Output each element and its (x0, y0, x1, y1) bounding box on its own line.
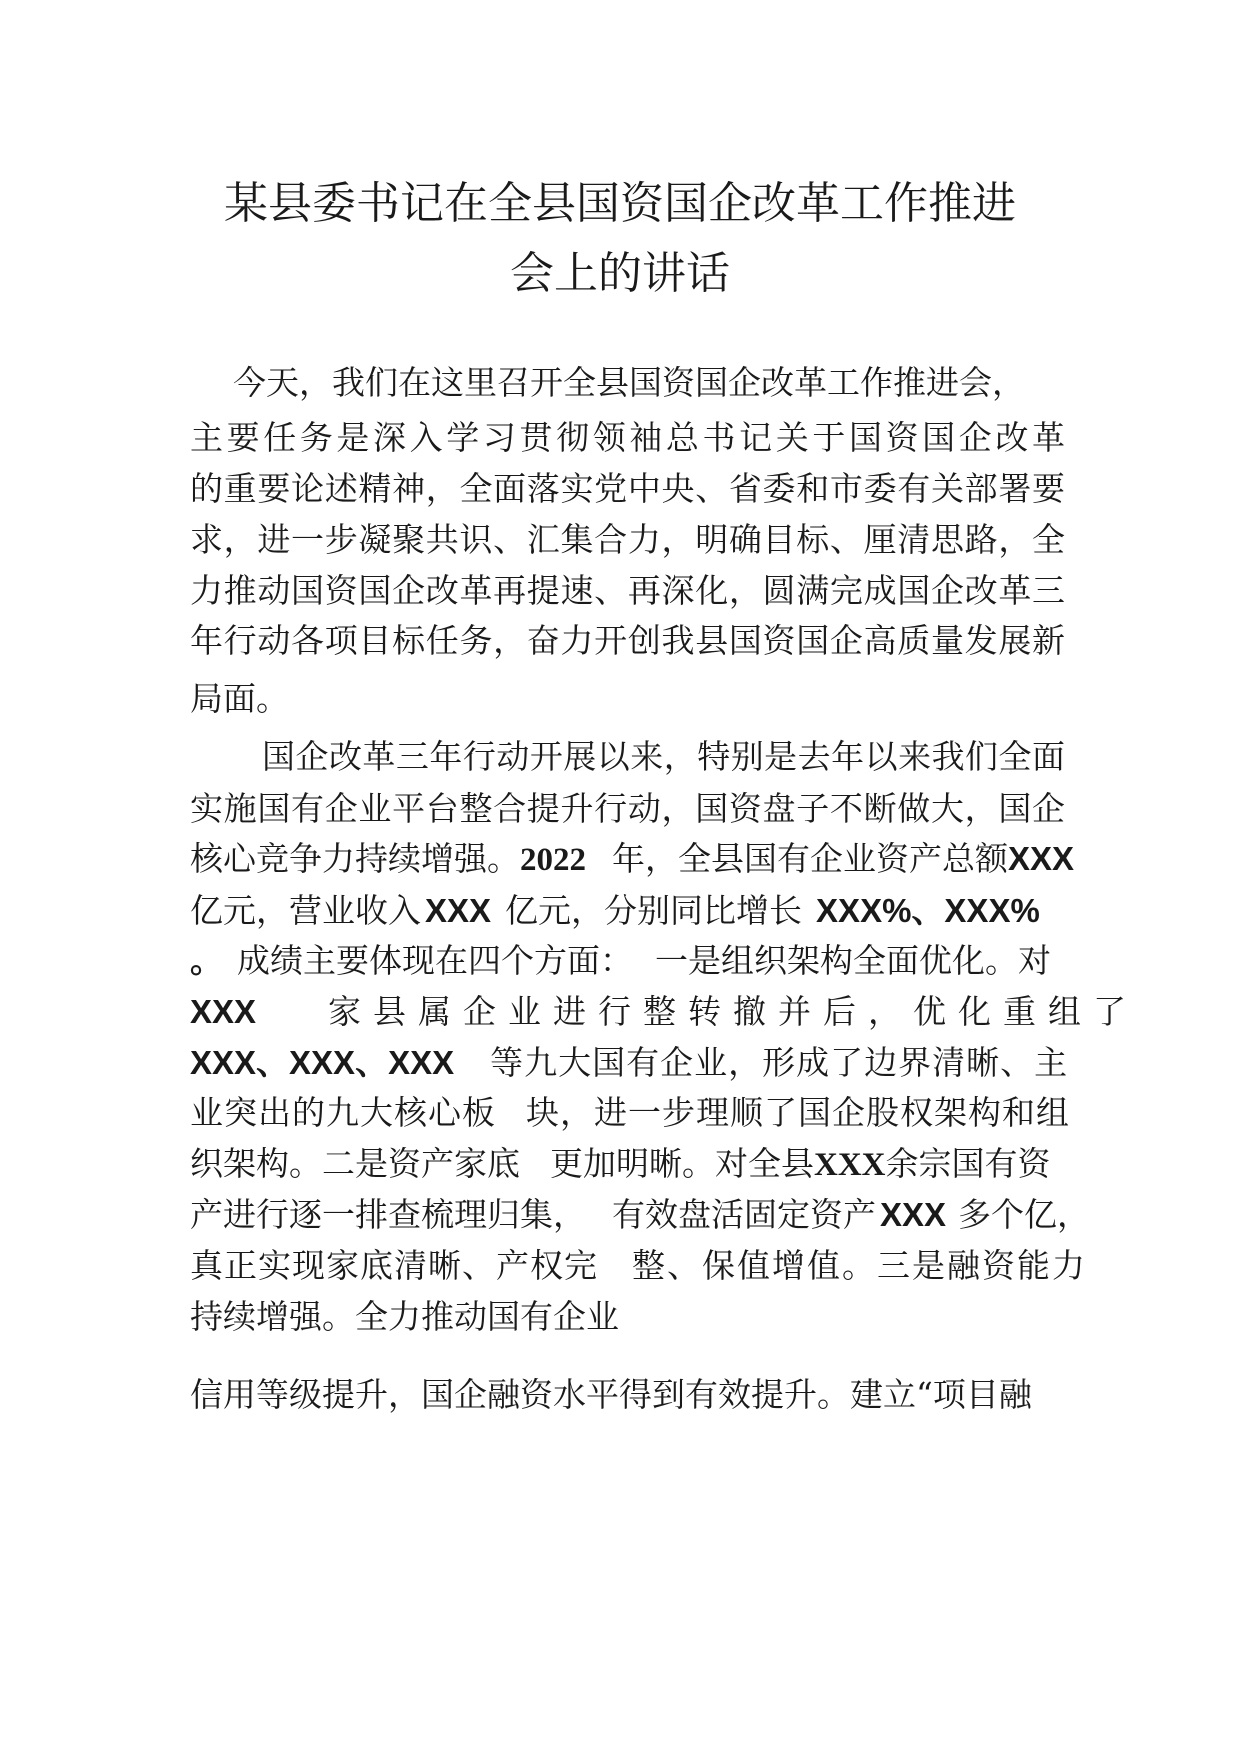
paragraph-2-line-3 (190, 839, 1075, 880)
paragraph-1-line-1: 今天，我们在这里召开全县国资国企改革工作推进会， (233, 363, 1025, 402)
paragraph-2-line-5 (190, 941, 1065, 982)
paragraph-1-line-3: 的重要论述精神，全面落实党中央、省委和市委有关部署要 (190, 469, 1065, 508)
paragraph-1-line-7: 局面。 (190, 679, 289, 718)
paragraph-1-line-4: 求，进一步凝聚共识、汇集合力，明确目标、厘清思路，全 (190, 520, 1065, 559)
paragraph-2-line-11 (190, 1246, 1087, 1286)
document-title-line-1: 某县委书记在全县国资国企改革工作推进 (224, 178, 1016, 229)
line-text: 。 (190, 944, 223, 980)
line-text: 有效盘活固定资产 (612, 1195, 876, 1234)
paragraph-2-line-6 (190, 992, 1139, 1032)
line-text: 多个亿， (958, 1195, 1091, 1234)
line-text: 真正实现家底清晰、产权完 (190, 1246, 598, 1285)
paragraph-1-line-2: 主要任务是深入学习贯彻领袖总书记关于国资国企改革 (190, 418, 1065, 457)
paragraph-1-line-5: 力推动国资国企改革再提速、再深化，圆满完成国企改革三 (190, 571, 1065, 610)
paragraph-2-line-2: 实施国有企业平台整合提升行动，国资盘子不断做大，国企 (190, 789, 1065, 828)
paragraph-2-line-9 (190, 1144, 1065, 1185)
paragraph-2-line-10 (190, 1195, 1091, 1235)
line-text: 成绩主要体现在四个方面： (237, 941, 633, 980)
document-title-line-2: 会上的讲话 (510, 248, 730, 299)
fixed-assets-value: XXX (880, 1196, 947, 1233)
paragraph-2-line-13: 信用等级提升，国企融资水平得到有效提升。建立“项目融 (190, 1375, 1032, 1414)
enterprise-count-value: XXX (190, 993, 257, 1030)
line-text: 等九大国有企业，形成了边界清晰、主 (490, 1043, 1069, 1082)
line-text: 一是组织架构全面优化。对 (655, 941, 1051, 980)
line-text: 亿元，分别同比增长 (505, 891, 803, 930)
line-text: 产进行逐一排查梳理归集， (190, 1195, 586, 1234)
line-text: 核心竞争力持续增强。 (190, 839, 520, 878)
paragraph-2-line-4 (190, 891, 1065, 931)
line-text: 家县属企业进行整转撤并后，优化重组了 (328, 992, 1139, 1031)
line-text: 织架构。二是资产家底 (190, 1144, 520, 1183)
paragraph-2-line-12: 持续增强。全力推动国有企业 (190, 1297, 619, 1336)
paragraph-2-line-1: 国企改革三年行动开展以来，特别是去年以来我们全面 (262, 737, 1065, 776)
line-text: 余宗国有资 (885, 1144, 1051, 1183)
line-text: 年，全县国有企业资产总额 (612, 839, 1008, 878)
paragraph-2-line-7 (190, 1043, 1069, 1083)
line-text: 更加明晰。对全县 (550, 1144, 814, 1183)
paragraph-2-line-8 (190, 1093, 1070, 1133)
line-text: 业突出的九大核心板 (190, 1093, 496, 1132)
paragraph-1-line-6: 年行动各项目标任务，奋力开创我县国资国企高质量发展新 (190, 621, 1065, 660)
line-text: 亿元，营业收入 (190, 891, 421, 930)
year-value: 2022 (520, 842, 586, 878)
revenue-value: XXX (425, 892, 492, 929)
total-assets-value: XXX (1008, 840, 1075, 877)
asset-count-value: XXX (814, 1147, 886, 1183)
growth-rate-values: XXX%、XXX% (816, 892, 1040, 929)
enterprise-names-value: XXX、XXX、XXX (190, 1044, 455, 1081)
line-text: 整、保值增值。三是融资能力 (632, 1246, 1087, 1285)
line-text: 块，进一步理顺了国企股权架构和组 (526, 1093, 1070, 1132)
